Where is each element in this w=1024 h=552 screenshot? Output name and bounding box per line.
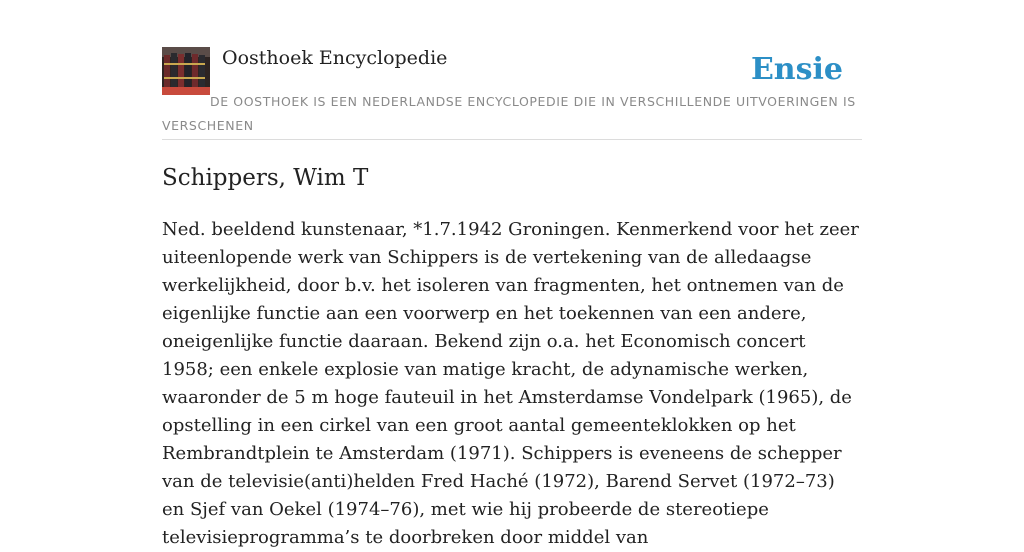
article-title: Schippers, Wim T [162,165,369,191]
article-body: Ned. beeldend kunstenaar, *1.7.1942 Groningen. Kenmerkend voor het zeer uiteenlopende werk van Schippers is de vertekening van de alledaagse werkelijkheid, door b.v. het isoleren van fragmenten, het ontnemen van de eigenlijke functie aan een voorwerp en het toekennen van een andere, oneigenlijke functie daaraan. Bekend zijn o.a. het Economisch concert 1958; een enkele explosie van matige kracht, de adynamische werken, waaronder de 5 m hoge fauteuil in het Amsterdamse Vondelpark (1965), de opstelling in een cirkel van een groot aantal gemeenteklokken op het Rembrandtplein te Amsterdam (1971). Schippers is eveneens de schepper van de televisie(anti)helden Fred Haché (1972), Barend Servet (1972–73) en Sjef van Oekel (1974–76), met wie hij probeerde de stereotiepe televisieprogramma’s te doorbreken door middel van [162,219,859,548]
site-name[interactable]: Oosthoek Encyclopedie [222,47,448,69]
site-tagline: DE OOSTHOEK IS EEN NEDERLANDSE ENCYCLOPEDIE DIE IN VERSCHILLENDE UITVOERINGEN IS VERSCHENEN [162,94,856,133]
encyclopedia-books-avatar-icon[interactable] [162,47,210,95]
site-header [162,46,862,140]
brand-logo[interactable]: Ensie [750,52,843,87]
